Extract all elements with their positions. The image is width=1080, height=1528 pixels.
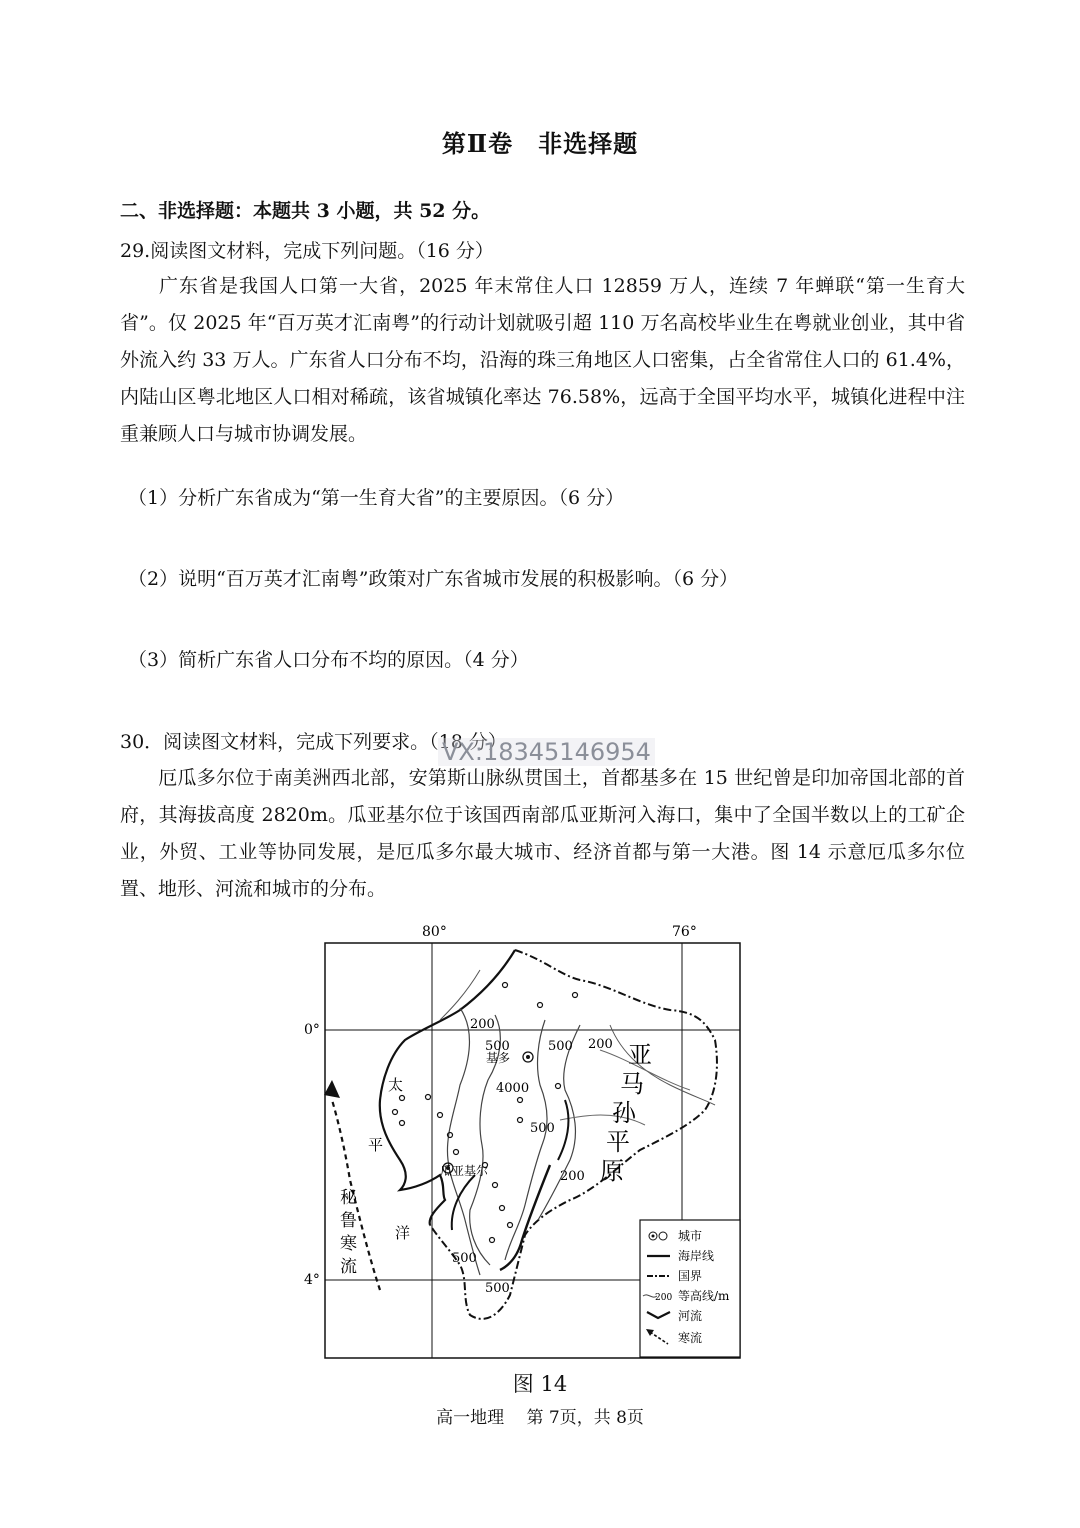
ocean-char: 太 [388,1076,404,1094]
lon-label-80: 80° [422,924,447,940]
river [558,1100,569,1160]
contour-label: 500 [452,1251,477,1266]
city-icon [523,1052,533,1062]
plain-char: 马 [620,1070,644,1098]
arrowhead-icon [324,1080,340,1098]
section-heading: 二、非选择题：本题共 3 小题，共 52 分。 [120,200,491,222]
plain-char: 亚 [628,1041,652,1069]
question-29-stem: 29.阅读图文材料，完成下列问题。（16 分） [120,240,494,262]
lat-label-4: 4° [304,1272,320,1288]
current-char: 秘 [340,1188,357,1208]
legend-label: 河流 [678,1309,703,1323]
ocean-char: 平 [368,1136,384,1154]
question-30-stem: 30．阅读图文材料，完成下列要求。（18 分） [120,731,507,753]
figure-caption: 图 14 [512,1372,568,1396]
contour-label: 500 [530,1121,555,1136]
contour-label: 500 [485,1281,510,1296]
current-char: 鲁 [340,1211,357,1231]
question-29-material [120,268,965,453]
contour-label: 200 [470,1017,495,1032]
question-29-sub-3: （3）简析广东省人口分布不均的原因。（4 分） [128,649,529,671]
question-29-sub-1: （1）分析广东省成为“第一生育大省”的主要原因。（6 分） [128,487,625,509]
question-30-material [120,760,965,908]
legend-contour-value: 200 [655,1293,673,1303]
contour-label: 200 [560,1169,585,1184]
contour-label: 4000 [496,1081,530,1096]
question-29-material-text: 广东省是我国人口第一大省，2025 年末常住人口 12859 万人，连续 7 年蝉联“第一生育大省”。仅 2025 年“百万英才汇南粤”的行动计划就吸引超 110 万名高校毕业生在粤就业创业，其中省外流入约 33 万人。广东省人口分布不均，沿海的珠三角地区人口密集，占全省常住人口的 61.4%，内陆山区粤北地区人口相对稀疏，该省城镇化率达 76.58%，远高于全国平均水平，城镇化进程中注重兼顾人口与城市协调发展。 [120,275,965,445]
legend-label: 国界 [678,1269,703,1283]
question-29-sub-2: （2）说明“百万英才汇南粤”政策对广东省城市发展的积极影响。（6 分） [128,568,739,590]
page-footer: 高一地理 第 7页，共 8页 [436,1408,644,1428]
legend-label: 城市 [678,1229,703,1243]
city-label-guayaquil: 瓜亚基尔 [440,1164,489,1178]
legend-label: 等高线/m [678,1289,730,1303]
page-title: 第Ⅱ卷 非选择题 [441,129,639,158]
river [452,1175,475,1230]
current-char: 流 [340,1257,357,1277]
contour-line [505,1020,547,1260]
plain-char: 孙 [612,1099,636,1127]
contour-line [440,970,480,1020]
contour-label: 500 [485,1039,510,1054]
lon-label-76: 76° [672,924,697,940]
contour-label: 200 [588,1037,613,1052]
plain-char: 原 [600,1157,624,1185]
contour-label: 500 [548,1039,573,1054]
current-char: 寒 [340,1234,357,1254]
plain-char: 平 [606,1128,630,1156]
city-label-quito: 基多 [486,1051,511,1065]
ecuador-map [304,920,766,1370]
ocean-char: 洋 [395,1224,411,1242]
legend-label: 寒流 [678,1331,703,1345]
legend-label: 海岸线 [678,1249,715,1263]
contour-line [447,1008,480,1275]
watermark: VX:18345146954 [438,738,655,766]
lat-label-0: 0° [304,1022,320,1038]
question-30-material-text: 厄瓜多尔位于南美洲西北部，安第斯山脉纵贯国土，首都基多在 15 世纪曾是印加帝国北部的首府，其海拔高度 2820m。瓜亚基尔位于该国西南部瓜亚斯河入海口，集中了全国半数以上的工矿企业，外贸、工业等协同发展，是厄瓜多尔最大城市、经济首都与第一大港。图 14 示意厄瓜多尔位置、地形、河流和城市的分布。 [120,767,965,900]
